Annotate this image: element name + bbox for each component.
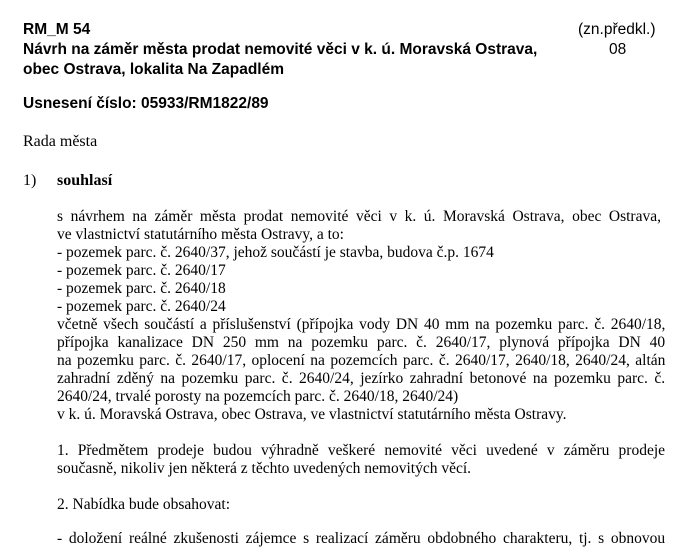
body-line: na pozemku parc. č. 2640/17, oplocení na pozemcích parc. č. 2640/17, 2640/18, 2640/24, altán <box>57 352 666 369</box>
body-line: - pozemek parc. č. 2640/17 <box>57 262 226 279</box>
resolution-number: Usnesení číslo: 05933/RM1822/89 <box>23 95 269 112</box>
body-line: přípojka kanalizace DN 250 mm na pozemku parc. č. 2640/17, plynová přípojka DN 40 <box>57 334 666 351</box>
document-title-line-2: obec Ostrava, lokalita Na Zapadlém <box>23 61 285 78</box>
body-line: 2640/24, trvalé porosty na pozemcích parc. č. 2640/18, 2640/24) <box>57 388 459 405</box>
note-1-line: 1. Předmětem prodeje budou výhradně veškeré nemovité věci uvedené v záměru prodeje <box>57 442 666 459</box>
note-1-line: současně, nikoliv jen některá z těchto uvedených nemovitých věcí. <box>57 460 472 477</box>
body-line: s návrhem na záměr města prodat nemovité věci v k. ú. Moravská Ostrava, obec Ostrava, <box>57 208 661 225</box>
body-line: včetně všech součástí a příslušenství (přípojka vody DN 40 mm na pozemku parc. č. 2640/18, <box>57 316 666 333</box>
body-line: - pozemek parc. č. 2640/24 <box>57 298 226 315</box>
body-line: - pozemek parc. č. 2640/37, jehož součástí je stavba, budova č.p. 1674 <box>57 244 494 261</box>
document-code: RM_M 54 <box>23 21 91 38</box>
body-line: zahradní zděný na pozemku parc. č. 2640/24, jezírko zahradní betonové na pozemku parc. č. <box>57 370 666 387</box>
point-number: 1) <box>23 172 37 189</box>
document-title-line-1: Návrh na záměr města prodat nemovité věci v k. ú. Moravská Ostrava, <box>23 41 538 58</box>
body-line: v k. ú. Moravská Ostrava, obec Ostrava, ve vlastnictví statutárního města Ostravy. <box>57 406 567 423</box>
note-2-item: - doložení reálné zkušenosti zájemce s realizací záměru obdobného charakteru, tj. s obnovou <box>57 530 666 547</box>
point-verb: souhlasí <box>57 172 113 189</box>
proposer-code-label: (zn.předkl.) <box>578 21 656 38</box>
council-heading: Rada města <box>23 133 98 150</box>
proposer-number: 08 <box>609 41 627 58</box>
body-line: ve vlastnictví statutárního města Ostravy, a to: <box>57 226 344 243</box>
body-line: - pozemek parc. č. 2640/18 <box>57 280 226 297</box>
note-2-heading: 2. Nabídka bude obsahovat: <box>57 496 231 513</box>
